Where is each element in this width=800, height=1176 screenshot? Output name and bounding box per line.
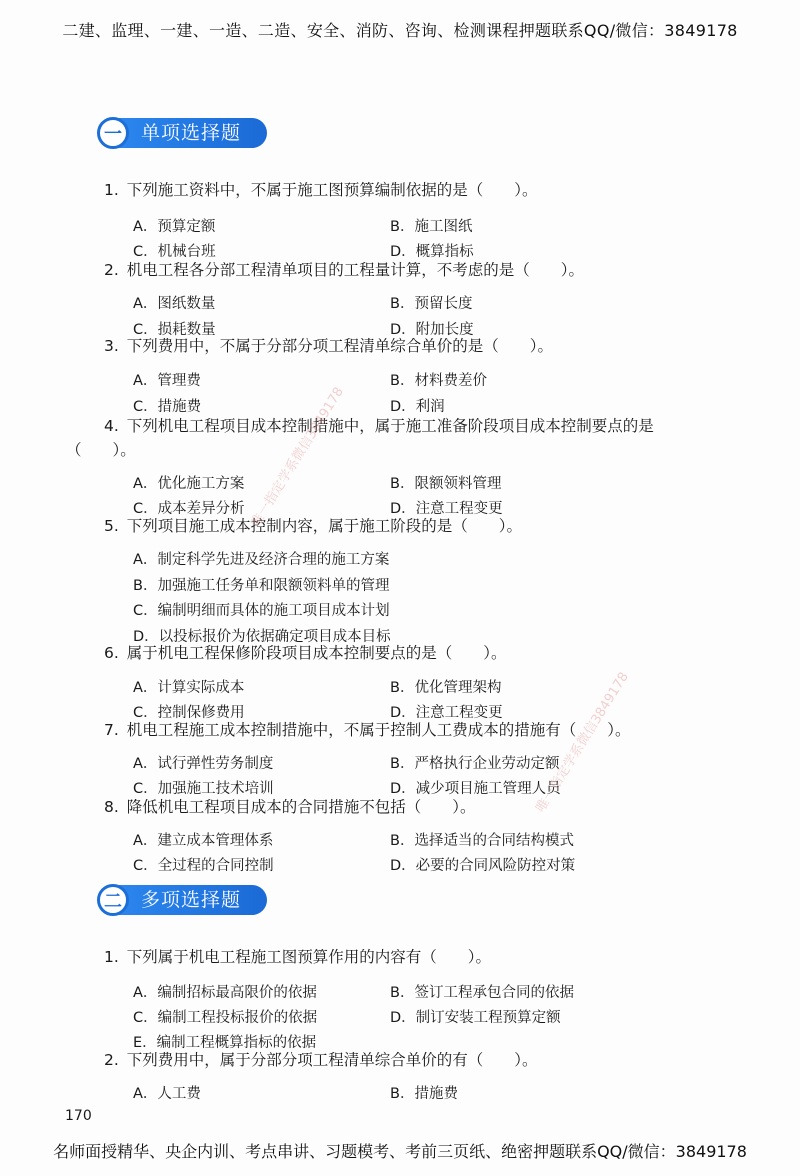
question-number: 4. [104, 417, 119, 435]
answer-option: A．编制招标最高限价的依据 [133, 985, 317, 1001]
question-number: 3. [104, 337, 119, 355]
question-number: 8. [104, 798, 119, 816]
question-stem [104, 795, 476, 817]
answer-option: B．材料费差价 [390, 373, 487, 389]
answer-option: B．优化管理架构 [390, 680, 502, 696]
question-stem [104, 945, 491, 967]
question-text: 下列项目施工成本控制内容，属于施工阶段的是（ ）。 [126, 517, 523, 535]
answer-option: C．措施费 [133, 399, 202, 415]
answer-option: C．控制保修费用 [133, 705, 245, 721]
answer-option: A．管理费 [133, 373, 201, 389]
answer-option: B．施工图纸 [390, 219, 473, 235]
header-banner: 二建、监理、一建、一造、二造、安全、消防、咨询、检测课程押题联系QQ/微信：3849178 [62, 21, 738, 40]
watermark: 唯一指定学系微信3849178 [533, 669, 632, 816]
answer-option: E．编制工程概算指标的依据 [133, 1035, 317, 1051]
answer-option: A．制定科学先进及经济合理的施工方案 [133, 552, 390, 568]
question-number: 6. [104, 644, 119, 662]
answer-option: D．利润 [390, 399, 445, 415]
question-stem [104, 334, 553, 356]
question-stem [104, 514, 522, 536]
question-stem [104, 258, 584, 280]
answer-option: A．人工费 [133, 1086, 201, 1102]
question-text-cont: （ ）。 [66, 441, 136, 459]
question-number: 5. [104, 517, 119, 535]
answer-option: A．预算定额 [133, 219, 216, 235]
answer-option: D．附加长度 [390, 322, 474, 338]
question-text: 下列费用中，属于分部分项工程清单综合单价的有（ ）。 [126, 1051, 538, 1069]
answer-option: D．注意工程变更 [390, 705, 503, 721]
answer-option: C．损耗数量 [133, 322, 216, 338]
answer-option: C．编制工程投标报价的依据 [133, 1010, 318, 1026]
answer-option: B．措施费 [390, 1086, 458, 1102]
answer-option: A．试行弹性劳务制度 [133, 756, 274, 772]
answer-option: B．选择适当的合同结构模式 [390, 833, 574, 849]
question-text: 机电工程各分部工程清单项目的工程量计算，不考虑的是（ ）。 [126, 261, 585, 279]
answer-option: A．计算实际成本 [133, 680, 245, 696]
answer-option: C．机械台班 [133, 244, 216, 260]
section-badge-multi [97, 882, 267, 918]
question-number: 2. [104, 1051, 119, 1069]
answer-option: D．必要的合同风险防控对策 [390, 858, 576, 874]
answer-option: D．制订安装工程预算定额 [390, 1010, 561, 1026]
answer-option: B．限额领料管理 [390, 476, 502, 492]
question-text: 下列费用中，不属于分部分项工程清单综合单价的是（ ）。 [126, 337, 554, 355]
question-stem [104, 178, 538, 200]
question-number: 2. [104, 261, 119, 279]
answer-option: A．优化施工方案 [133, 476, 245, 492]
question-stem [104, 414, 654, 436]
answer-option: A．建立成本管理体系 [133, 833, 274, 849]
section-title: 单项选择题 [119, 118, 267, 148]
question-text: 降低机电工程项目成本的合同措施不包括（ ）。 [126, 798, 476, 816]
answer-option: C．全过程的合同控制 [133, 858, 274, 874]
answer-option: C．编制明细而具体的施工项目成本计划 [133, 603, 390, 619]
question-text: 下列属于机电工程施工图预算作用的内容有（ ）。 [126, 948, 492, 966]
question-text: 下列机电工程项目成本控制措施中，属于施工准备阶段项目成本控制要点的是 [126, 417, 654, 435]
watermark: 唯一指定学系微信3849178 [248, 384, 347, 531]
question-text: 机电工程施工成本控制措施中，不属于控制人工费成本的措施有（ ）。 [126, 721, 631, 739]
question-number: 1. [104, 181, 119, 199]
question-stem [104, 641, 507, 663]
page-number: 170 [65, 1108, 92, 1124]
question-text: 属于机电工程保修阶段项目成本控制要点的是（ ）。 [126, 644, 507, 662]
answer-option: C．加强施工技术培训 [133, 781, 274, 797]
question-stem [104, 718, 631, 740]
section-badge-single [97, 115, 267, 151]
answer-option: B．加强施工任务单和限额领料单的管理 [133, 578, 390, 594]
answer-option: B．预留长度 [390, 296, 473, 312]
question-number: 1. [104, 948, 119, 966]
answer-option: D．概算指标 [390, 244, 474, 260]
section-number: 一 [97, 117, 129, 149]
answer-option: D．注意工程变更 [390, 501, 503, 517]
question-stem [104, 1048, 538, 1070]
answer-option: A．图纸数量 [133, 296, 216, 312]
answer-option: D．以投标报价为依据确定项目成本目标 [133, 629, 391, 645]
question-text: 下列施工资料中，不属于施工图预算编制依据的是（ ）。 [126, 181, 538, 199]
footer-banner: 名师面授精华、央企内训、考点串讲、习题模考、考前三页纸、绝密押题联系QQ/微信：3849178 [53, 1142, 747, 1161]
section-title: 多项选择题 [119, 885, 267, 915]
answer-option: C．成本差异分析 [133, 501, 245, 517]
answer-option: D．减少项目施工管理人员 [390, 781, 561, 797]
answer-option: B．签订工程承包合同的依据 [390, 985, 574, 1001]
answer-option: B．严格执行企业劳动定额 [390, 756, 560, 772]
question-number: 7. [104, 721, 119, 739]
section-number: 二 [97, 884, 129, 916]
